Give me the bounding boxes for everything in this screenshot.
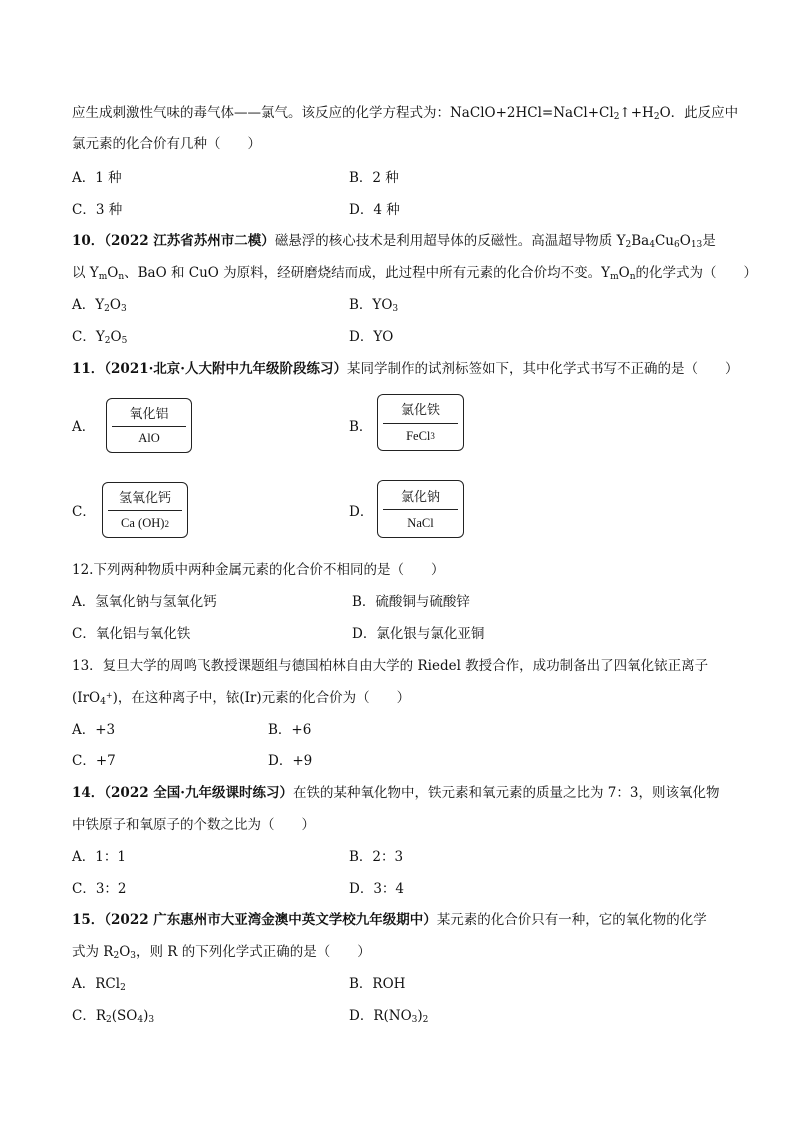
q10-stem-line1: 10．（2022 江苏省苏州市二模）磁悬浮的核心技术是利用超导体的反磁性。高温超导物质 $Y_2Ba_4Cu_6O_{13}$是 xyxy=(72,233,716,250)
q15-stem-line2: 式为 $R_2O_3$，则 R 的下列化学式正确的是（ ） xyxy=(72,944,371,961)
q13-stem-line2: (IrO$_4$+)，在这种离子中，铱(Ir)元素的化合价为（ ） xyxy=(72,690,411,707)
q10-option-a: A．$Y_2O_3$ xyxy=(72,297,127,314)
q11-label-b-formula: FeCl 3 xyxy=(406,428,435,443)
q12-option-b: B．硫酸铜与硫酸锌 xyxy=(352,594,470,610)
q11-option-d-letter: D． xyxy=(349,504,374,520)
q15-option-c: C．$R_2(SO_4)_3$ xyxy=(72,1008,155,1025)
q11-label-b-name: 氯化铁 xyxy=(400,403,440,419)
q14-option-a: A．1：1 xyxy=(72,849,126,865)
q15-source: 15．（2022 广东惠州市大亚湾金澳中英文学校九年级期中） xyxy=(72,912,437,928)
q11-label-d-divider xyxy=(383,509,458,510)
q11-source: 11．（2021·北京·人大附中九年级阶段练习） xyxy=(72,361,348,377)
q11-option-c-letter: C． xyxy=(72,504,96,520)
q11-label-a-name: 氧化铝 xyxy=(129,406,169,422)
q11-option-a-letter: A． xyxy=(72,419,96,435)
q11-label-c-name: 氢氧化钙 xyxy=(118,491,171,506)
q11-label-c-formula: Ca (OH) 2 xyxy=(121,516,169,530)
q14-source: 14．（2022 全国·九年级课时练习） xyxy=(72,785,294,801)
q11-label-d-formula: NaCl xyxy=(407,515,434,530)
q9-option-a: A．1 种 xyxy=(72,170,122,186)
q11-label-a-divider xyxy=(112,426,186,427)
q10-source: 10．（2022 江苏省苏州市二模） xyxy=(72,233,275,249)
q11-label-c xyxy=(102,482,188,538)
q12-option-c: C．氧化铝与氧化铁 xyxy=(72,626,191,642)
q14-stem-line2: 中铁原子和氧原子的个数之比为（ ） xyxy=(72,817,315,833)
q13-option-d: D．+9 xyxy=(268,753,313,769)
q9-stem-line1: 应生成刺激性气味的毒气体——氯气。该反应的化学方程式为：$NaClO+2HCl=NaCl+Cl_2↑+H_2O$．此反应中 xyxy=(72,105,739,122)
q11-label-a-formula: AlO xyxy=(138,431,160,446)
q10-option-c: C．$Y_2O_5$ xyxy=(72,329,128,346)
q11-label-c-divider xyxy=(108,510,182,511)
q14-option-b: B．2：3 xyxy=(349,849,404,865)
q13-option-a: A．+3 xyxy=(72,722,116,738)
q11-label-d-name: 氯化钠 xyxy=(400,489,440,505)
q14-stem-line1: 14．（2022 全国·九年级课时练习）在铁的某种氧化物中，铁元素和氧元素的质量之比为 7：3，则该氧化物 xyxy=(72,785,720,801)
q12-option-d: D．氯化银与氯化亚铜 xyxy=(352,626,485,642)
q15-option-a: A．RCl$_2$ xyxy=(72,976,126,993)
q11-stem: 11．（2021·北京·人大附中九年级阶段练习）某同学制作的试剂标签如下，其中化学式书写不正确的是（ ） xyxy=(72,361,739,377)
q11-label-a xyxy=(106,398,192,453)
q15-stem-line1: 15．（2022 广东惠州市大亚湾金澳中英文学校九年级期中）某元素的化合价只有一种，它的氧化物的化学 xyxy=(72,912,707,928)
q9-option-d: D．4 种 xyxy=(349,202,400,218)
q9-option-b: B．2 种 xyxy=(349,170,399,186)
q13-option-b: B．+6 xyxy=(268,722,312,738)
q11-label-d xyxy=(377,480,464,538)
q12-stem: 12.下列两种物质中两种金属元素的化合价不相同的是（ ） xyxy=(72,562,445,578)
q11-label-b xyxy=(377,394,464,451)
q11-label-b-divider xyxy=(383,423,458,424)
q12-option-a: A．氢氧化钠与氢氧化钙 xyxy=(72,594,217,610)
q13-stem-line1: 13．复旦大学的周鸣飞教授课题组与德国柏林自由大学的 Riedel 教授合作，成功制备出了四氧化铱正离子 xyxy=(72,658,709,674)
q15-option-d: D．$R(NO_3)_2$ xyxy=(349,1008,429,1025)
q10-stem-line2: 以 $Y_mO_n$、BaO 和 CuO 为原料，经研磨烧结而成，此过程中所有元素的化合价均不变。$Y_mO_n$的化学式为（ ） xyxy=(72,265,757,282)
q14-option-c: C．3：2 xyxy=(72,881,127,897)
q14-option-d: D．3：4 xyxy=(349,881,405,897)
q13-option-c: C．+7 xyxy=(72,753,116,769)
q10-option-b: B．$YO_3$ xyxy=(349,297,399,314)
q10-option-d: D．YO xyxy=(349,329,394,345)
q9-option-c: C．3 种 xyxy=(72,202,123,218)
q11-option-b-letter: B． xyxy=(349,419,373,435)
q9-stem-line2: 氯元素的化合价有几种（ ） xyxy=(72,136,261,152)
q15-option-b: B．ROH xyxy=(349,976,406,992)
